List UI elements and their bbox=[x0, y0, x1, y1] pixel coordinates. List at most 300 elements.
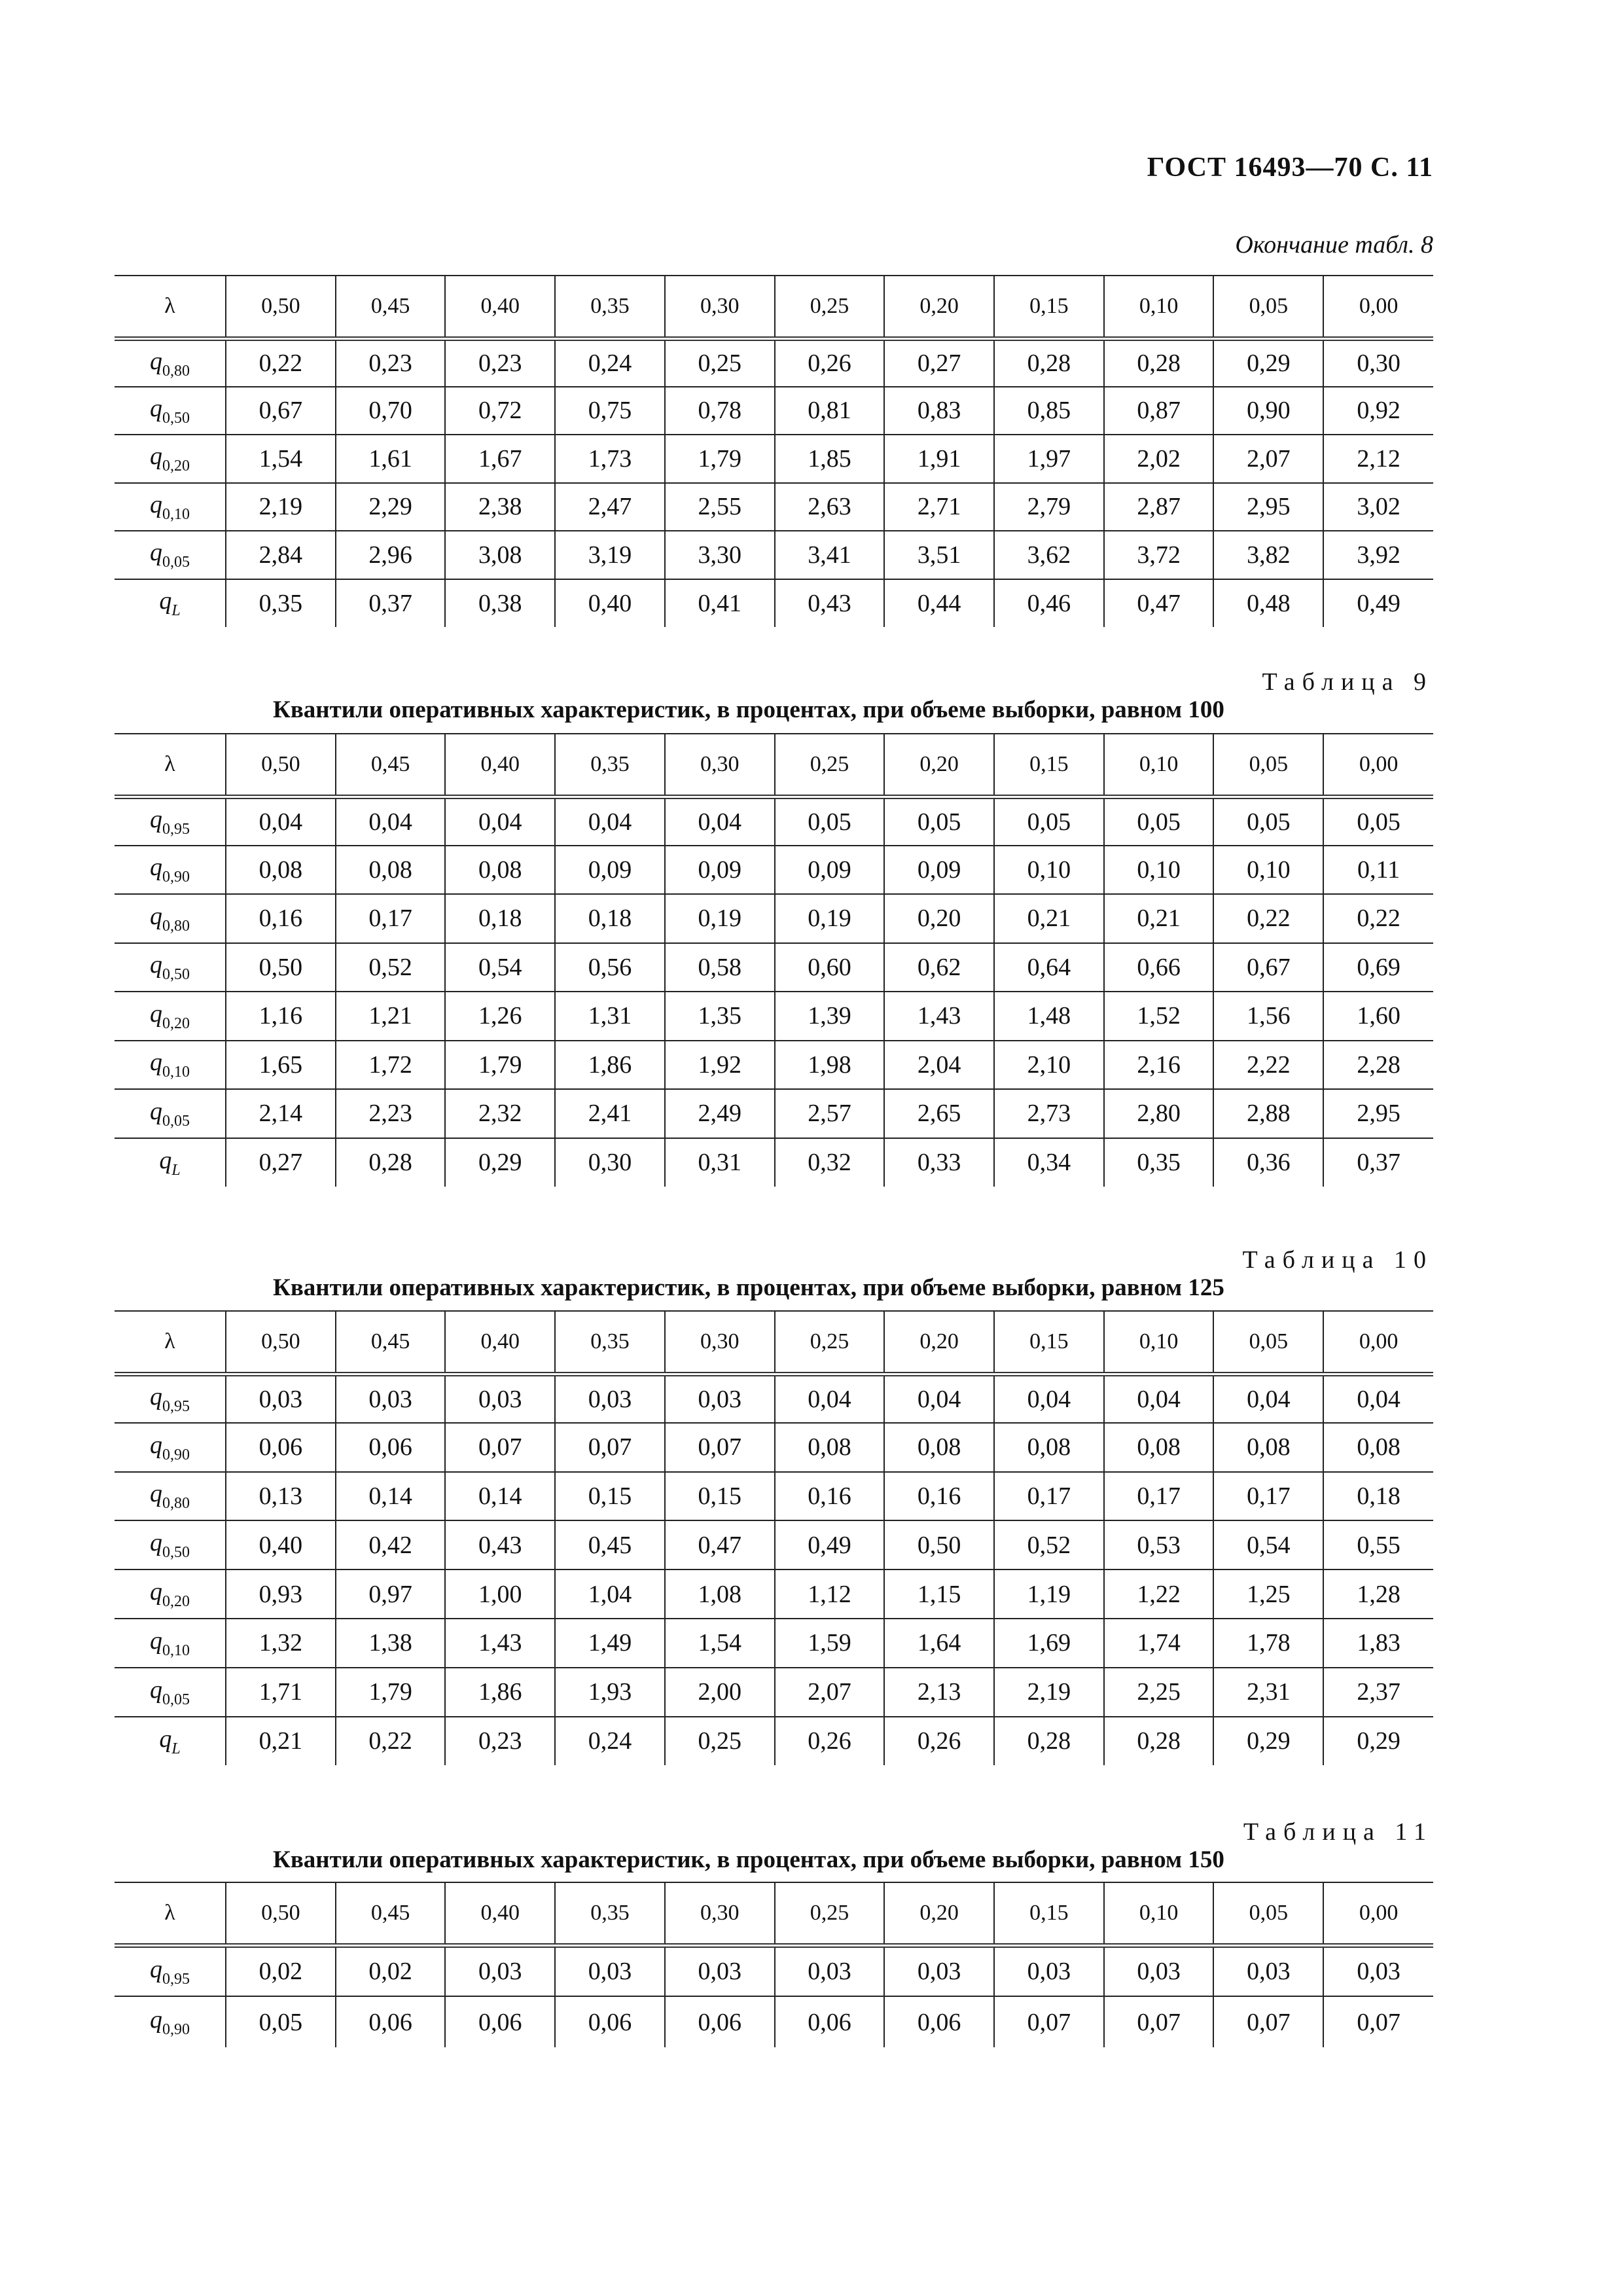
table-cell: 0,03 bbox=[1104, 1945, 1214, 1996]
table-cell: 0,07 bbox=[1104, 1996, 1214, 2047]
table-cell: 3,92 bbox=[1323, 531, 1433, 579]
lambda-value-header: 0,35 bbox=[555, 1882, 665, 1945]
table-cell: 0,83 bbox=[884, 387, 994, 435]
table-cell: 2,14 bbox=[226, 1089, 336, 1138]
table-cell: 1,73 bbox=[555, 435, 665, 483]
table-cell: 1,19 bbox=[994, 1570, 1104, 1619]
table-cell: 2,47 bbox=[555, 483, 665, 531]
lambda-value-header: 0,10 bbox=[1104, 734, 1214, 797]
table-cell: 2,16 bbox=[1104, 1041, 1214, 1090]
table-cell: 2,55 bbox=[665, 483, 775, 531]
table-cell: 1,35 bbox=[665, 992, 775, 1041]
table-cell: 0,75 bbox=[555, 387, 665, 435]
table-cell: 0,66 bbox=[1104, 943, 1214, 992]
lambda-value-header: 0,45 bbox=[336, 734, 446, 797]
table-cell: 0,29 bbox=[1213, 1717, 1323, 1766]
table-cell: 2,07 bbox=[1213, 435, 1323, 483]
table-row bbox=[115, 1945, 1433, 1996]
lambda-value-header: 0,45 bbox=[336, 1882, 446, 1945]
table-cell: 0,04 bbox=[445, 797, 555, 846]
table-cell: 2,41 bbox=[555, 1089, 665, 1138]
table-9 bbox=[115, 733, 1433, 1187]
table-cell: 0,03 bbox=[884, 1945, 994, 1996]
table-cell: 0,34 bbox=[994, 1138, 1104, 1187]
table-cell: 0,18 bbox=[445, 894, 555, 943]
quantile-label bbox=[115, 1520, 226, 1570]
table-cell: 1,59 bbox=[775, 1619, 885, 1668]
table-cell: 0,28 bbox=[1104, 338, 1214, 387]
table-cell: 0,26 bbox=[775, 1717, 885, 1766]
table-cell: 1,83 bbox=[1323, 1619, 1433, 1668]
table-cell: 0,03 bbox=[994, 1945, 1104, 1996]
lambda-value-header: 0,50 bbox=[226, 276, 336, 338]
quantile-subscript: 0,90 bbox=[162, 2021, 190, 2038]
table-cell: 0,03 bbox=[226, 1374, 336, 1423]
header-row bbox=[115, 1311, 1433, 1374]
table-cell: 0,67 bbox=[1213, 943, 1323, 992]
table-cell: 1,48 bbox=[994, 992, 1104, 1041]
table-cell: 0,48 bbox=[1213, 579, 1323, 628]
lambda-value-header: 0,35 bbox=[555, 276, 665, 338]
quantile-subscript: 0,20 bbox=[162, 1593, 190, 1611]
quantile-subscript: 0,05 bbox=[162, 1691, 190, 1708]
table-cell: 1,39 bbox=[775, 992, 885, 1041]
table-cell: 2,04 bbox=[884, 1041, 994, 1090]
quantile-label bbox=[115, 1089, 226, 1138]
quantile-symbol: q bbox=[150, 1626, 162, 1655]
table-cell: 0,33 bbox=[884, 1138, 994, 1187]
table-row bbox=[115, 1089, 1433, 1138]
table-cell: 0,10 bbox=[1213, 846, 1323, 895]
table-cell: 0,03 bbox=[555, 1374, 665, 1423]
table-cell: 2,84 bbox=[226, 531, 336, 579]
table-cell: 3,51 bbox=[884, 531, 994, 579]
quantile-label bbox=[115, 483, 226, 531]
table-cell: 3,41 bbox=[775, 531, 885, 579]
table-cell: 0,25 bbox=[665, 338, 775, 387]
quantile-subscript: 0,50 bbox=[162, 966, 190, 984]
table-cell: 0,03 bbox=[1323, 1945, 1433, 1996]
lambda-value-header: 0,45 bbox=[336, 1311, 446, 1374]
lambda-value-header: 0,50 bbox=[226, 1311, 336, 1374]
table-cell: 1,71 bbox=[226, 1668, 336, 1717]
quantile-symbol: q bbox=[150, 999, 162, 1028]
table-cell: 2,32 bbox=[445, 1089, 555, 1138]
quantile-label bbox=[115, 435, 226, 483]
table-cell: 0,19 bbox=[665, 894, 775, 943]
lambda-value-header: 0,20 bbox=[884, 276, 994, 338]
lambda-value-header: 0,25 bbox=[775, 1882, 885, 1945]
quantile-label bbox=[115, 531, 226, 579]
table-cell: 2,73 bbox=[994, 1089, 1104, 1138]
quantile-subscript: 0,05 bbox=[162, 554, 190, 571]
table-cell: 0,04 bbox=[1323, 1374, 1433, 1423]
table-cell: 0,87 bbox=[1104, 387, 1214, 435]
table-cell: 0,62 bbox=[884, 943, 994, 992]
table-cell: 0,16 bbox=[775, 1472, 885, 1521]
table-cell: 0,07 bbox=[555, 1423, 665, 1472]
quantile-symbol: q bbox=[150, 539, 162, 567]
table-cell: 1,79 bbox=[445, 1041, 555, 1090]
table-cell: 1,38 bbox=[336, 1619, 446, 1668]
quantile-label bbox=[115, 338, 226, 387]
table-cell: 2,12 bbox=[1323, 435, 1433, 483]
quantile-symbol: q bbox=[150, 2006, 162, 2034]
table-cell: 1,12 bbox=[775, 1570, 885, 1619]
table-cell: 0,06 bbox=[775, 1996, 885, 2047]
table-cell: 0,03 bbox=[336, 1374, 446, 1423]
table-cell: 2,49 bbox=[665, 1089, 775, 1138]
table-cell: 0,21 bbox=[994, 894, 1104, 943]
table-row bbox=[115, 943, 1433, 992]
table-cell: 3,08 bbox=[445, 531, 555, 579]
table-cell: 0,08 bbox=[1104, 1423, 1214, 1472]
table-cell: 1,43 bbox=[884, 992, 994, 1041]
table-row bbox=[115, 894, 1433, 943]
table-cell: 1,56 bbox=[1213, 992, 1323, 1041]
table-cell: 2,07 bbox=[775, 1668, 885, 1717]
table-cell: 1,65 bbox=[226, 1041, 336, 1090]
table-cell: 0,64 bbox=[994, 943, 1104, 992]
table-cell: 0,26 bbox=[775, 338, 885, 387]
table-cell: 0,27 bbox=[884, 338, 994, 387]
table-cell: 1,00 bbox=[445, 1570, 555, 1619]
table-cell: 0,10 bbox=[994, 846, 1104, 895]
lambda-header: λ bbox=[115, 276, 226, 338]
table-9-title: Квантили оперативных характеристик, в процентах, при объеме выборки, равном 100 bbox=[273, 696, 1224, 723]
table-cell: 0,03 bbox=[665, 1374, 775, 1423]
table-cell: 0,22 bbox=[1323, 894, 1433, 943]
table-cell: 1,21 bbox=[336, 992, 446, 1041]
table-cell: 1,98 bbox=[775, 1041, 885, 1090]
table-cell: 0,06 bbox=[336, 1423, 446, 1472]
table-cell: 0,08 bbox=[775, 1423, 885, 1472]
table-cell: 2,31 bbox=[1213, 1668, 1323, 1717]
table-cell: 0,22 bbox=[336, 1717, 446, 1766]
table-cell: 0,85 bbox=[994, 387, 1104, 435]
table-cell: 0,36 bbox=[1213, 1138, 1323, 1187]
table-cell: 0,28 bbox=[336, 1138, 446, 1187]
table-cell: 0,52 bbox=[336, 943, 446, 992]
lambda-value-header: 0,10 bbox=[1104, 276, 1214, 338]
lambda-value-header: 0,50 bbox=[226, 734, 336, 797]
table-cell: 0,32 bbox=[775, 1138, 885, 1187]
table-cell: 0,03 bbox=[445, 1374, 555, 1423]
table-cell: 0,16 bbox=[884, 1472, 994, 1521]
table-cell: 0,90 bbox=[1213, 387, 1323, 435]
quantile-subscript: 0,90 bbox=[162, 1446, 190, 1463]
table-cell: 1,26 bbox=[445, 992, 555, 1041]
table-10-number: Таблица 10 bbox=[1242, 1246, 1433, 1274]
table-cell: 0,29 bbox=[445, 1138, 555, 1187]
table-cell: 2,63 bbox=[775, 483, 885, 531]
table-cell: 0,46 bbox=[994, 579, 1104, 628]
quantile-subscript: 0,10 bbox=[162, 505, 190, 523]
table-cell: 0,25 bbox=[665, 1717, 775, 1766]
table-cell: 0,03 bbox=[445, 1945, 555, 1996]
quantile-label bbox=[115, 943, 226, 992]
lambda-value-header: 0,30 bbox=[665, 1882, 775, 1945]
table-cell: 0,35 bbox=[226, 579, 336, 628]
table-cell: 0,30 bbox=[1323, 338, 1433, 387]
table-cell: 2,19 bbox=[994, 1668, 1104, 1717]
quantile-label bbox=[115, 1041, 226, 1090]
table-cell: 0,78 bbox=[665, 387, 775, 435]
lambda-value-header: 0,05 bbox=[1213, 276, 1323, 338]
table-cell: 0,93 bbox=[226, 1570, 336, 1619]
quantile-symbol: q bbox=[150, 1431, 162, 1459]
table-cell: 0,54 bbox=[445, 943, 555, 992]
table-cell: 1,16 bbox=[226, 992, 336, 1041]
table-cell: 0,08 bbox=[1323, 1423, 1433, 1472]
quantile-label bbox=[115, 1717, 226, 1766]
table-cell: 0,72 bbox=[445, 387, 555, 435]
table-cell: 1,92 bbox=[665, 1041, 775, 1090]
table-cell: 2,79 bbox=[994, 483, 1104, 531]
table-cell: 0,04 bbox=[884, 1374, 994, 1423]
table-cell: 0,43 bbox=[445, 1520, 555, 1570]
table-row bbox=[115, 1668, 1433, 1717]
table-cell: 0,06 bbox=[555, 1996, 665, 2047]
table-cell: 1,86 bbox=[555, 1041, 665, 1090]
table-cell: 0,07 bbox=[665, 1423, 775, 1472]
table-cell: 0,04 bbox=[1213, 1374, 1323, 1423]
lambda-value-header: 0,10 bbox=[1104, 1311, 1214, 1374]
table-cell: 0,18 bbox=[555, 894, 665, 943]
table-cell: 2,29 bbox=[336, 483, 446, 531]
table-cell: 3,30 bbox=[665, 531, 775, 579]
table-cell: 0,02 bbox=[336, 1945, 446, 1996]
quantile-symbol: q bbox=[150, 1529, 162, 1557]
quantile-subscript: 0,95 bbox=[162, 1970, 190, 1988]
lambda-value-header: 0,45 bbox=[336, 276, 446, 338]
table-cell: 3,62 bbox=[994, 531, 1104, 579]
table-cell: 0,19 bbox=[775, 894, 885, 943]
table-row bbox=[115, 483, 1433, 531]
table-cell: 1,15 bbox=[884, 1570, 994, 1619]
table-cell: 0,58 bbox=[665, 943, 775, 992]
lambda-value-header: 0,30 bbox=[665, 734, 775, 797]
lambda-value-header: 0,20 bbox=[884, 1882, 994, 1945]
table-11-title: Квантили оперативных характеристик, в процентах, при объеме выборки, равном 150 bbox=[273, 1846, 1224, 1873]
table-cell: 1,97 bbox=[994, 435, 1104, 483]
table-cell: 2,88 bbox=[1213, 1089, 1323, 1138]
quantile-label bbox=[115, 1945, 226, 1996]
lambda-value-header: 0,20 bbox=[884, 1311, 994, 1374]
table-cell: 0,97 bbox=[336, 1570, 446, 1619]
table-row bbox=[115, 1423, 1433, 1472]
table-cell: 1,85 bbox=[775, 435, 885, 483]
table-cell: 0,03 bbox=[665, 1945, 775, 1996]
table-row bbox=[115, 1041, 1433, 1090]
table-cell: 0,29 bbox=[1213, 338, 1323, 387]
table-cell: 0,70 bbox=[336, 387, 446, 435]
quantile-subscript: L bbox=[171, 602, 181, 620]
table-cell: 0,04 bbox=[336, 797, 446, 846]
quantile-label bbox=[115, 1423, 226, 1472]
table-cell: 0,55 bbox=[1323, 1520, 1433, 1570]
table-cell: 0,49 bbox=[1323, 579, 1433, 628]
table-cell: 0,53 bbox=[1104, 1520, 1214, 1570]
table-cell: 0,03 bbox=[555, 1945, 665, 1996]
table-cell: 1,91 bbox=[884, 435, 994, 483]
table-cell: 0,02 bbox=[226, 1945, 336, 1996]
quantile-label bbox=[115, 1374, 226, 1423]
lambda-value-header: 0,35 bbox=[555, 734, 665, 797]
table-cell: 2,10 bbox=[994, 1041, 1104, 1090]
table-cell: 0,69 bbox=[1323, 943, 1433, 992]
table-cell: 0,09 bbox=[665, 846, 775, 895]
table-cell: 0,47 bbox=[1104, 579, 1214, 628]
table-11-number: Таблица 11 bbox=[1243, 1818, 1433, 1846]
lambda-value-header: 0,40 bbox=[445, 1882, 555, 1945]
table-cell: 0,50 bbox=[226, 943, 336, 992]
table-10-title: Квантили оперативных характеристик, в процентах, при объеме выборки, равном 125 bbox=[273, 1274, 1224, 1301]
table-cell: 0,04 bbox=[555, 797, 665, 846]
table-cell: 0,06 bbox=[665, 1996, 775, 2047]
table-cell: 0,10 bbox=[1104, 846, 1214, 895]
table-row bbox=[115, 1138, 1433, 1187]
table-cell: 0,43 bbox=[775, 579, 885, 628]
header-row bbox=[115, 1882, 1433, 1945]
table-cell: 0,09 bbox=[555, 846, 665, 895]
table-cell: 2,95 bbox=[1323, 1089, 1433, 1138]
table-row bbox=[115, 992, 1433, 1041]
lambda-value-header: 0,15 bbox=[994, 1882, 1104, 1945]
table-cell: 0,05 bbox=[1323, 797, 1433, 846]
lambda-value-header: 0,35 bbox=[555, 1311, 665, 1374]
table-cell: 0,07 bbox=[1323, 1996, 1433, 2047]
table-cell: 0,24 bbox=[555, 338, 665, 387]
quantile-subscript: 0,10 bbox=[162, 1064, 190, 1081]
quantile-symbol: q bbox=[150, 806, 162, 833]
quantile-subscript: L bbox=[171, 1740, 181, 1757]
table-cell: 2,87 bbox=[1104, 483, 1214, 531]
quantile-label bbox=[115, 846, 226, 895]
table-cell: 0,22 bbox=[1213, 894, 1323, 943]
quantile-symbol: q bbox=[159, 1725, 172, 1753]
table-cell: 2,80 bbox=[1104, 1089, 1214, 1138]
table-cell: 1,64 bbox=[884, 1619, 994, 1668]
table-cell: 0,15 bbox=[665, 1472, 775, 1521]
table-cell: 0,20 bbox=[884, 894, 994, 943]
table-row bbox=[115, 338, 1433, 387]
quantile-subscript: 0,20 bbox=[162, 1014, 190, 1032]
table-10 bbox=[115, 1310, 1433, 1765]
lambda-value-header: 0,40 bbox=[445, 1311, 555, 1374]
table-cell: 2,95 bbox=[1213, 483, 1323, 531]
table-cell: 0,05 bbox=[884, 797, 994, 846]
table-cell: 3,82 bbox=[1213, 531, 1323, 579]
table-cell: 1,72 bbox=[336, 1041, 446, 1090]
quantile-label bbox=[115, 579, 226, 628]
table-cell: 0,30 bbox=[555, 1138, 665, 1187]
quantile-label bbox=[115, 1570, 226, 1619]
table-cell: 1,79 bbox=[665, 435, 775, 483]
table-cell: 0,47 bbox=[665, 1520, 775, 1570]
quantile-label bbox=[115, 1138, 226, 1187]
table-cell: 0,26 bbox=[884, 1717, 994, 1766]
lambda-value-header: 0,00 bbox=[1323, 1311, 1433, 1374]
header-row bbox=[115, 734, 1433, 797]
table-row bbox=[115, 846, 1433, 895]
table-cell: 0,28 bbox=[1104, 1717, 1214, 1766]
quantile-symbol: q bbox=[150, 1676, 162, 1704]
table-cell: 0,14 bbox=[336, 1472, 446, 1521]
table-cell: 0,23 bbox=[445, 1717, 555, 1766]
table-cell: 1,22 bbox=[1104, 1570, 1214, 1619]
table-cell: 0,21 bbox=[226, 1717, 336, 1766]
lambda-value-header: 0,25 bbox=[775, 734, 885, 797]
table-cell: 2,28 bbox=[1323, 1041, 1433, 1090]
table-cell: 0,05 bbox=[1104, 797, 1214, 846]
quantile-subscript: 0,05 bbox=[162, 1112, 190, 1130]
table-cell: 1,32 bbox=[226, 1619, 336, 1668]
table-cell: 0,21 bbox=[1104, 894, 1214, 943]
quantile-subscript: 0,20 bbox=[162, 457, 190, 475]
table-cell: 0,27 bbox=[226, 1138, 336, 1187]
table-cell: 0,40 bbox=[226, 1520, 336, 1570]
table-cell: 0,04 bbox=[226, 797, 336, 846]
table-cell: 0,31 bbox=[665, 1138, 775, 1187]
quantile-label bbox=[115, 992, 226, 1041]
table-cell: 0,04 bbox=[994, 1374, 1104, 1423]
lambda-value-header: 0,00 bbox=[1323, 734, 1433, 797]
table-cell: 0,44 bbox=[884, 579, 994, 628]
table-cell: 0,81 bbox=[775, 387, 885, 435]
continuation-note: Окончание табл. 8 bbox=[1235, 231, 1433, 259]
table-cell: 0,16 bbox=[226, 894, 336, 943]
lambda-value-header: 0,50 bbox=[226, 1882, 336, 1945]
table-row bbox=[115, 387, 1433, 435]
lambda-header: λ bbox=[115, 734, 226, 797]
table-cell: 2,23 bbox=[336, 1089, 446, 1138]
table-cell: 1,49 bbox=[555, 1619, 665, 1668]
table-cell: 0,14 bbox=[445, 1472, 555, 1521]
table-cell: 0,11 bbox=[1323, 846, 1433, 895]
lambda-value-header: 0,00 bbox=[1323, 276, 1433, 338]
table-cell: 2,02 bbox=[1104, 435, 1214, 483]
table-row bbox=[115, 1619, 1433, 1668]
table-cell: 0,28 bbox=[994, 1717, 1104, 1766]
lambda-value-header: 0,15 bbox=[994, 734, 1104, 797]
table-cell: 1,31 bbox=[555, 992, 665, 1041]
table-cell: 2,96 bbox=[336, 531, 446, 579]
table-cell: 0,42 bbox=[336, 1520, 446, 1570]
table-cell: 0,05 bbox=[1213, 797, 1323, 846]
table-cell: 0,49 bbox=[775, 1520, 885, 1570]
table-cell: 0,06 bbox=[226, 1423, 336, 1472]
quantile-symbol: q bbox=[150, 1955, 162, 1983]
lambda-value-header: 0,40 bbox=[445, 276, 555, 338]
table-cell: 2,13 bbox=[884, 1668, 994, 1717]
quantile-symbol: q bbox=[159, 587, 172, 615]
quantile-symbol: q bbox=[150, 442, 162, 471]
table-row bbox=[115, 1570, 1433, 1619]
table-cell: 2,25 bbox=[1104, 1668, 1214, 1717]
table-cell: 0,04 bbox=[1104, 1374, 1214, 1423]
table-cell: 1,54 bbox=[226, 435, 336, 483]
table-cell: 1,79 bbox=[336, 1668, 446, 1717]
quantile-label bbox=[115, 797, 226, 846]
table-cell: 0,23 bbox=[336, 338, 446, 387]
quantile-symbol: q bbox=[150, 1049, 162, 1077]
table-cell: 0,04 bbox=[775, 1374, 885, 1423]
table-cell: 1,04 bbox=[555, 1570, 665, 1619]
lambda-value-header: 0,30 bbox=[665, 1311, 775, 1374]
table-row bbox=[115, 1996, 1433, 2047]
lambda-header: λ bbox=[115, 1882, 226, 1945]
